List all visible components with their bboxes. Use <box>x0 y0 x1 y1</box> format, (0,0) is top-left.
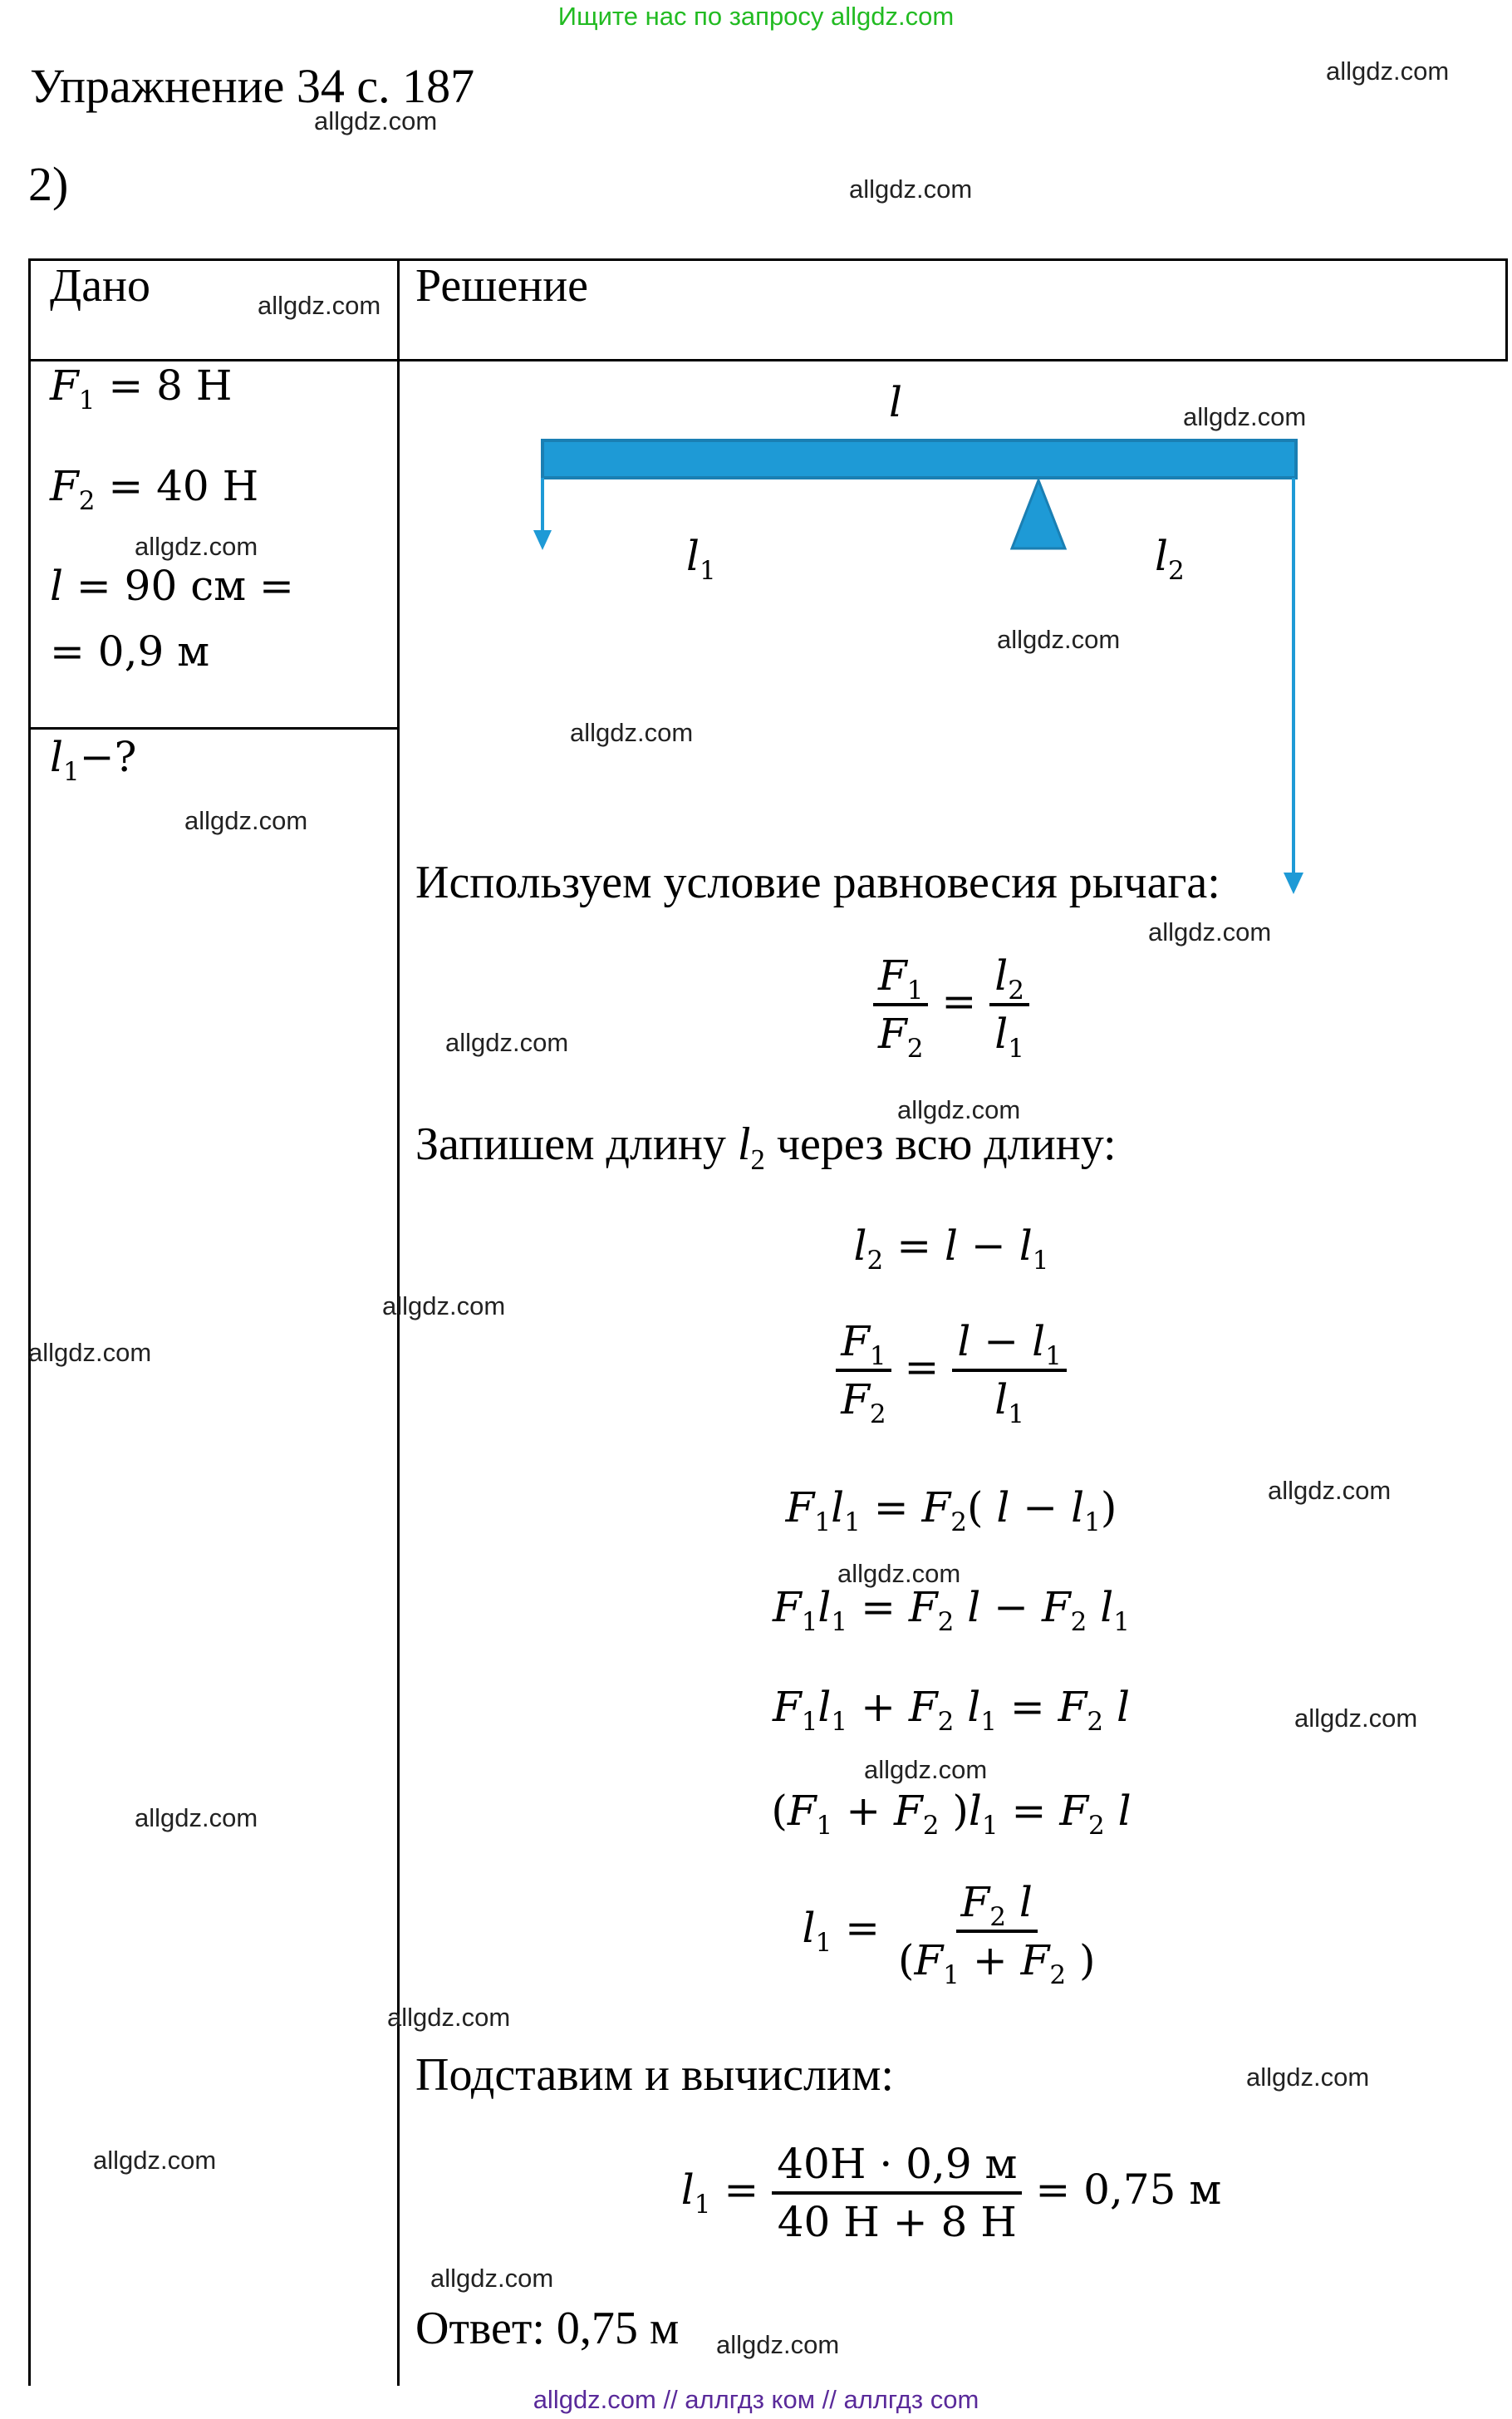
watermark: allgdz.com <box>93 2146 217 2175</box>
equilibrium-formula: $\frac{F_1}{F_2}$ = $\frac{l_2}{l_1}$ <box>399 951 1504 1058</box>
watermark: allgdz.com <box>837 1559 961 1588</box>
watermark: allgdz.com <box>1268 1476 1392 1505</box>
given-f1: $F_1 = 8$ Н <box>50 361 233 415</box>
watermark: allgdz.com <box>849 175 973 204</box>
watermark: allgdz.com <box>1148 917 1272 946</box>
force-f2-arrow-head <box>1284 873 1303 894</box>
formula-step1: $F_1l_1 = F_2$( $l - l_1$) <box>785 1483 1117 1537</box>
given-length: l = 90 см = <box>50 562 294 610</box>
watermark: allgdz.com <box>716 2330 840 2359</box>
given-find-divider <box>28 727 400 730</box>
top-banner[interactable]: Ищите нас по запросу allgdz.com <box>557 2 955 31</box>
table-header-divider <box>28 359 1507 361</box>
part-label: 2) <box>28 157 69 211</box>
l2-text: Запишем длину $l_2$ через всю длину: <box>415 1119 1117 1177</box>
table-top-border <box>28 258 1507 261</box>
fulcrum-triangle <box>1012 480 1065 548</box>
formula-calculation: $l_1$ = $\frac{40Н \cdot 0,9 м}{40 Н + 8 Н}$ = 0,75 м <box>680 2140 1222 2246</box>
diagram-label-l1: $l_1$ <box>686 532 716 586</box>
diagram-label-l2: $l_2$ <box>1155 532 1185 586</box>
answer-text: Ответ: 0,75 м <box>415 2303 680 2354</box>
given-f2: $F_2 = 40$ Н <box>50 462 259 516</box>
formula-ratio: $\frac{F_1}{F_2}$ = $\frac{l - l_1}{l_1}$ <box>399 1317 1504 1423</box>
equilibrium-text: Используем условие равновесия рычага: <box>415 857 1220 908</box>
watermark: allgdz.com <box>1246 2063 1370 2092</box>
watermark: allgdz.com <box>445 1028 569 1057</box>
watermark: allgdz.com <box>135 1803 258 1832</box>
watermark: allgdz.com <box>184 806 308 835</box>
watermark: allgdz.com <box>314 106 438 135</box>
watermark: allgdz.com <box>28 1338 152 1367</box>
bottom-banner[interactable]: allgdz.com // аллгдз ком // аллгдз com <box>533 2385 979 2414</box>
formula-step2: $F_1l_1 = F_2$ $l - F_2$ $l_1$ <box>772 1583 1131 1637</box>
substitute-text: Подставим и вычислим: <box>415 2049 894 2101</box>
solution-header: Решение <box>415 260 589 312</box>
force-f1-arrow-head <box>533 530 552 550</box>
lever-bar <box>542 440 1296 478</box>
watermark: allgdz.com <box>864 1755 988 1784</box>
watermark: allgdz.com <box>382 1291 506 1320</box>
formula-step3: $F_1l_1 + F_2$ $l_1 = F_2$ l <box>772 1683 1131 1737</box>
lever-diagram <box>498 366 1329 914</box>
watermark: allgdz.com <box>1294 1704 1418 1733</box>
diagram-label-l: l <box>889 378 902 426</box>
watermark: allgdz.com <box>997 625 1121 654</box>
watermark: allgdz.com <box>387 2003 511 2032</box>
watermark: allgdz.com <box>258 291 381 320</box>
page-title: Упражнение 34 с. 187 <box>30 59 475 113</box>
formula-step4: ($F_1 + F_2$ )$l_1 = F_2$ l <box>771 1787 1132 1841</box>
given-header: Дано <box>50 260 151 312</box>
watermark: allgdz.com <box>897 1095 1021 1124</box>
find-l1: $l_1-$? <box>50 733 137 787</box>
given-length-converted: = 0,9 м <box>50 627 210 676</box>
formula-l2: $l_2 = l - l_1$ <box>853 1222 1049 1276</box>
watermark: allgdz.com <box>1326 57 1450 86</box>
formula-l1: $l_1$ = $\frac{F_2 l}{(F_1 + F_2 )}$ <box>802 1878 1096 1990</box>
watermark: allgdz.com <box>1183 402 1307 431</box>
watermark: allgdz.com <box>430 2264 554 2293</box>
watermark: allgdz.com <box>570 718 694 747</box>
table-right-border <box>1505 258 1508 361</box>
watermark: allgdz.com <box>135 532 258 561</box>
table-left-border <box>28 258 31 2386</box>
